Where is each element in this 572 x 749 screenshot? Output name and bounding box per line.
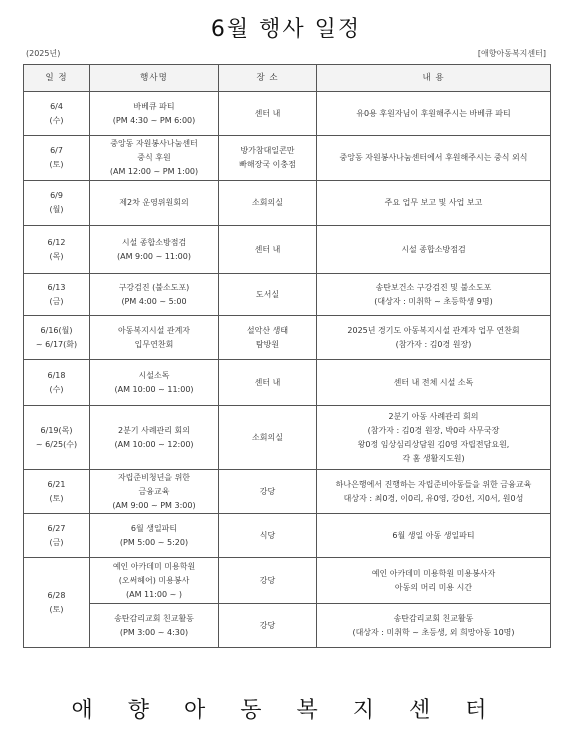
event-name-cell-line: 금융교육 [138, 486, 170, 496]
place-cell [219, 226, 317, 274]
table-row [24, 274, 551, 316]
event-name-cell [90, 514, 219, 558]
place-cell-line: 방가참대일콘만 [240, 146, 295, 155]
date-cell [24, 360, 90, 406]
header-date: 일 정 [24, 65, 90, 92]
content-cell-line: 2025년 경기도 아동복지시설 관계자 업무 연찬회 [347, 325, 520, 335]
content-cell-line: 대상자 : 최0경, 이0리, 유0영, 강0선, 지0서, 원0성 [343, 493, 524, 503]
event-name-cell-line: 제2차 운영위원회의 [119, 198, 189, 207]
table-row [24, 558, 551, 604]
place-cell [219, 470, 317, 514]
schedule-table [23, 64, 551, 648]
event-name-cell [90, 136, 219, 181]
date-cell-line: (금) [49, 296, 64, 306]
content-cell [317, 558, 551, 604]
event-name-cell-line: (AM 9:00 ~ PM 3:00) [112, 500, 196, 510]
table-row [24, 92, 551, 136]
event-name-cell-line: 송탄감리교회 친교활동 [114, 613, 194, 623]
place-cell-line: 소회의실 [252, 198, 283, 207]
event-name-cell-line: 6월 생일파티 [130, 523, 178, 533]
content-cell-line: 송탄감리교회 친교활동 [393, 613, 474, 623]
date-cell [24, 558, 90, 648]
place-cell-line: 설악산 생태 [246, 325, 289, 335]
content-cell-line: 시설 종합소방점검 [401, 244, 466, 254]
event-name-cell-line: 예인 아카데미 미용학원 [112, 561, 196, 571]
content-cell [317, 136, 551, 181]
place-cell-line: 강당 [259, 620, 276, 630]
event-name-cell [90, 604, 219, 648]
place-cell-line: 도서실 [255, 289, 280, 299]
place-cell-line: 빠해장국 이충점 [239, 160, 296, 169]
content-cell [317, 604, 551, 648]
event-name-cell-line: (PM 5:00 ~ 5:20) [119, 537, 189, 547]
table-row [24, 514, 551, 558]
table-row [24, 360, 551, 406]
event-name-cell [90, 181, 219, 226]
content-cell-line: 왕0정 임상심리상담원 김0영 자립전담요원, [357, 439, 510, 449]
date-cell-line: 6/12 [47, 237, 66, 247]
content-cell-line: (대상자 : 미취학 ~ 초등생, 외 희망아동 10명) [352, 627, 515, 637]
place-cell [219, 316, 317, 360]
event-name-cell-line: 시설 종합소방점검 [121, 237, 187, 247]
organization-label: [애향아동복지센터] [477, 49, 546, 58]
content-cell-line: 아동의 머리 미용 시간 [394, 582, 473, 592]
place-cell [219, 181, 317, 226]
content-cell-line: 유0용 후원자님이 후원해주시는 바베큐 파티 [356, 108, 511, 118]
place-cell [219, 360, 317, 406]
table-row [24, 316, 551, 360]
date-cell-line: 6/4 [50, 101, 63, 111]
table-row [24, 136, 551, 181]
date-cell-line: (월) [49, 205, 64, 214]
date-cell-line: ~ 6/25(수) [35, 439, 78, 449]
content-cell [317, 406, 551, 470]
event-name-cell [90, 470, 219, 514]
event-name-cell [90, 360, 219, 406]
content-cell-line: (대상자 : 미취학 ~ 초등학생 9명) [374, 296, 493, 306]
date-cell-line: 6/18 [47, 370, 66, 380]
date-cell [24, 470, 90, 514]
content-cell [317, 274, 551, 316]
date-cell [24, 181, 90, 226]
content-cell-line: 센터 내 전체 시설 소독 [393, 377, 474, 387]
header-place: 장 소 [219, 65, 317, 92]
content-cell-line: 각 홈 생활지도원) [402, 453, 465, 463]
event-name-cell-line: (오써헤어) 미용봉사 [118, 575, 190, 585]
event-name-cell [90, 92, 219, 136]
content-cell-line: 6월 생일 아동 생일파티 [392, 530, 475, 540]
place-cell-line: 강당 [259, 486, 276, 496]
content-cell-line: (참가자 : 김0경 원장, 박0라 사무국장 [367, 425, 500, 435]
place-cell-line: 센터 내 [254, 377, 281, 387]
date-cell [24, 406, 90, 470]
event-name-cell [90, 274, 219, 316]
date-cell [24, 316, 90, 360]
table-row [24, 406, 551, 470]
place-cell-line: 센터 내 [254, 244, 281, 254]
table-row [24, 470, 551, 514]
event-name-cell [90, 406, 219, 470]
date-cell-line: 6/7 [50, 146, 63, 155]
place-cell [219, 604, 317, 648]
content-cell [317, 514, 551, 558]
place-cell-line: 식당 [259, 530, 276, 540]
event-name-cell-line: (PM 4:00 ~ 5:00 [121, 296, 187, 306]
header-content: 내 용 [317, 65, 551, 92]
event-name-cell-line: (AM 10:00 ~ 11:00) [114, 384, 194, 394]
date-cell [24, 514, 90, 558]
place-cell [219, 274, 317, 316]
content-cell-line: 주요 업무 보고 및 사업 보고 [384, 198, 483, 207]
content-cell-line: (참가자 : 김0경 원장) [395, 339, 472, 349]
content-cell [317, 92, 551, 136]
event-name-cell-line: 2분기 사례관리 회의 [118, 425, 190, 435]
date-cell-line: (토) [49, 604, 64, 614]
event-name-cell-line: 시설소독 [138, 370, 170, 380]
year-label: (2025년) [26, 49, 61, 58]
event-name-cell-line: (AM 10:00 ~ 12:00) [114, 439, 194, 449]
event-name-cell [90, 558, 219, 604]
event-name-cell-line: 입무연찬회 [134, 339, 174, 349]
event-name-cell [90, 226, 219, 274]
event-name-cell-line: (AM 12:00 ~ PM 1:00) [109, 167, 199, 176]
content-cell-line: 하나은행에서 진행하는 자립준비아동들을 위한 금융교육 [335, 479, 532, 489]
date-cell [24, 274, 90, 316]
content-cell [317, 226, 551, 274]
page-title: 6월 행사 일정 [210, 17, 362, 42]
date-cell-line: ~ 6/17(화) [35, 339, 78, 349]
place-cell-line: 소회의실 [252, 432, 283, 442]
event-name-cell-line: (PM 3:00 ~ 4:30) [119, 627, 189, 637]
event-name-cell-line: 바베큐 파티 [133, 101, 175, 111]
date-cell-line: (목) [49, 251, 64, 261]
date-cell-line: (토) [49, 160, 64, 169]
date-cell-line: 6/9 [50, 191, 63, 200]
content-cell-line: 송탄보건소 구강검진 및 불소도포 [375, 282, 492, 292]
table-header-row [24, 65, 551, 92]
table-row [24, 181, 551, 226]
content-cell [317, 316, 551, 360]
place-cell [219, 406, 317, 470]
event-name-cell-line: 구강검진 (불소도포) [118, 282, 190, 292]
content-cell [317, 181, 551, 226]
place-cell [219, 514, 317, 558]
event-name-cell-line: 자립준비청년을 위한 [117, 472, 191, 482]
table-body [24, 92, 551, 648]
place-cell [219, 558, 317, 604]
place-cell-line: 센터 내 [254, 108, 281, 118]
content-cell-line: 중앙동 자원봉사나눔센터에서 후원해주시는 중식 외식 [339, 153, 528, 162]
date-cell-line: (금) [49, 537, 64, 547]
event-name-cell-line: (AM 11:00 ~ ) [125, 589, 182, 599]
table-row [24, 604, 551, 648]
event-name-cell-line: 아동복지시설 관계자 [117, 325, 191, 335]
event-name-cell-line: (PM 4:30 ~ PM 6:00) [112, 115, 196, 125]
table-row [24, 226, 551, 274]
date-cell-line: 6/16(월) [40, 325, 73, 335]
date-cell [24, 92, 90, 136]
date-cell-line: 6/21 [47, 479, 66, 489]
date-cell-line: 6/27 [47, 523, 66, 533]
event-name-cell-line: 중식 후원 [137, 153, 171, 162]
date-cell-line: (수) [49, 115, 64, 125]
place-cell [219, 92, 317, 136]
event-name-cell [90, 316, 219, 360]
place-cell-line: 강당 [259, 575, 276, 585]
event-name-cell-line: 중앙동 자원봉사나눔센터 [110, 139, 198, 148]
event-name-cell-line: (AM 9:00 ~ 11:00) [117, 251, 191, 261]
date-cell-line: 6/13 [47, 282, 66, 292]
content-cell-line: 2분기 아동 사례관리 회의 [388, 411, 479, 421]
date-cell-line: 6/19(목) [40, 425, 73, 435]
content-cell [317, 470, 551, 514]
date-cell-line: (수) [49, 384, 64, 394]
date-cell [24, 136, 90, 181]
date-cell-line: 6/28 [47, 590, 66, 600]
content-cell [317, 360, 551, 406]
content-cell-line: 예인 아카데미 미용학원 미용봉사자 [371, 568, 496, 578]
place-cell [219, 136, 317, 181]
place-cell-line: 탐방원 [255, 339, 280, 349]
date-cell-line: (토) [49, 493, 64, 503]
header-event-name: 행사명 [90, 65, 219, 92]
footer-organization: 애 향 아 동 복 지 센 터 [71, 698, 501, 723]
date-cell [24, 226, 90, 274]
